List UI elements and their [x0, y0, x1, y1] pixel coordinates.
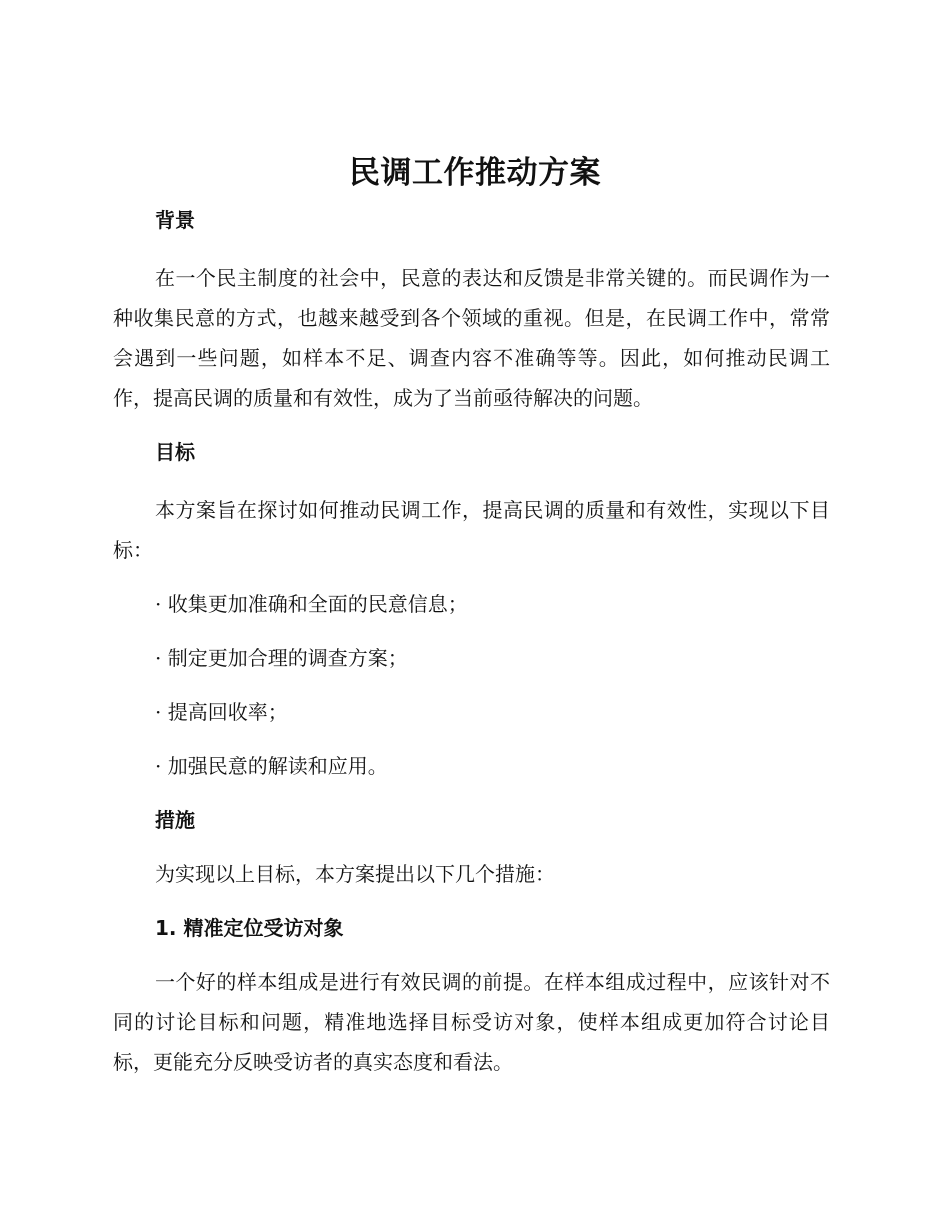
section-heading-goals: 目标 — [155, 440, 195, 464]
subsection-heading-1: 1. 精准定位受访对象 — [155, 916, 344, 940]
section-heading-measures: 措施 — [155, 808, 195, 832]
goal-item: · 加强民意的解读和应用。 — [155, 754, 388, 778]
paragraph-subsection-1: 一个好的样本组成是进行有效民调的前提。在样本组成过程中，应该针对不同的讨论目标和问题，精准地选择目标受访对象，使样本组成更加符合讨论目标，更能充分反映受访者的真实态度和看法。 — [113, 970, 830, 1074]
document-body — [113, 204, 830, 1082]
section-heading-background: 背景 — [155, 208, 195, 232]
paragraph-goals: 本方案旨在探讨如何推动民调工作，提高民调的质量和有效性，实现以下目标： — [113, 498, 830, 562]
goal-item: · 提高回收率； — [155, 700, 288, 724]
goal-item: · 制定更加合理的调查方案； — [155, 646, 408, 670]
paragraph-background: 在一个民主制度的社会中，民意的表达和反馈是非常关键的。而民调作为一种收集民意的方式，也越来越受到各个领域的重视。但是，在民调工作中，常常会遇到一些问题，如样本不足、调查内容不准确等等。因此，如何推动民调工作，提高民调的质量和有效性，成为了当前亟待解决的问题。 — [113, 266, 830, 410]
document-title: 民调工作推动方案 — [349, 155, 601, 191]
paragraph-measures-intro: 为实现以上目标，本方案提出以下几个措施： — [155, 862, 555, 886]
goal-item: · 收集更加准确和全面的民意信息； — [155, 592, 468, 616]
